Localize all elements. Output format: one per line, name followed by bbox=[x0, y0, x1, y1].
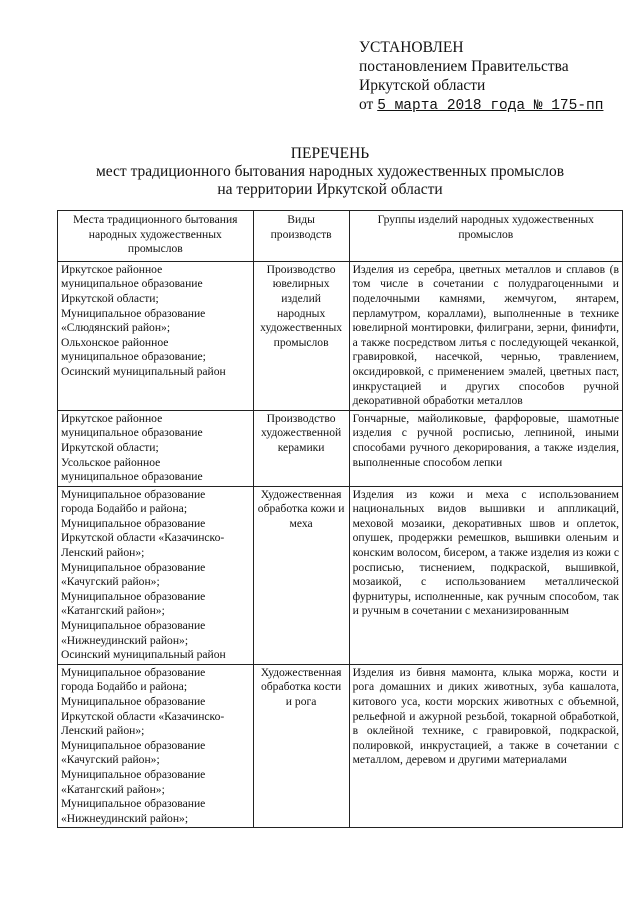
crafts-table bbox=[57, 210, 623, 828]
place-line: Муниципальное образование bbox=[61, 560, 206, 574]
approval-date-prefix: от bbox=[359, 96, 374, 113]
document-subtitle-region: на территории Иркутской области bbox=[217, 181, 443, 198]
approval-date-value: 5 марта 2018 года № 175-пп bbox=[377, 98, 604, 114]
place-line: Иркутское районное bbox=[61, 411, 163, 425]
approval-stamp bbox=[359, 38, 619, 116]
place-line: Осинский муниципальный район bbox=[61, 648, 226, 662]
place-line: Ольхонское районное bbox=[61, 335, 169, 349]
approval-title: УСТАНОВЛЕН bbox=[359, 39, 464, 56]
place-line: Муниципальное образование bbox=[61, 738, 206, 752]
place-line: Ленский район»; bbox=[61, 724, 145, 738]
approval-region: Иркутской области bbox=[359, 77, 486, 94]
place-line: «Нижнеудинский район»; bbox=[61, 811, 189, 825]
place-line: города Бодайбо и района; bbox=[61, 680, 188, 694]
document-subtitle: мест традиционного бытования народных художественных промыслов bbox=[95, 163, 565, 180]
table-header-row bbox=[58, 211, 623, 262]
place-line: муниципальное образование bbox=[61, 277, 203, 291]
places-cell bbox=[58, 261, 254, 410]
place-line: города Бодайбо и района; bbox=[61, 502, 188, 516]
table-row bbox=[58, 664, 623, 828]
place-line: Муниципальное образование bbox=[61, 589, 206, 603]
table-body bbox=[58, 261, 623, 828]
place-line: «Катангский район»; bbox=[61, 782, 165, 796]
document-heading: ПЕРЕЧЕНЬ bbox=[290, 145, 370, 162]
production-kind-cell: Художественная обработка кожи и меха bbox=[253, 486, 349, 664]
place-line: «Слюдянский район»; bbox=[61, 321, 171, 335]
place-line: Иркутское районное bbox=[61, 262, 163, 276]
place-line: Муниципальное образование bbox=[61, 665, 206, 679]
places-cell bbox=[58, 664, 254, 828]
table-row bbox=[58, 261, 623, 410]
place-line: муниципальное образование bbox=[61, 470, 203, 484]
approval-authority: постановлением Правительства bbox=[359, 58, 569, 75]
product-groups-cell: Изделия из кожи и меха с использованием национальных видов вышивки и аппликаций, меховой мозаики, декоративных швов и оплеток, опушек, продержки ремешков, вышивки оленьим и конским волосом, бисером, а также изделия из кожи с росписью, тиснением, подкраской, вышивкой, мозаикой, с использованием металлической фурнитуры, исполненные, как ручным способом, так и ручным в сочетании с механизированным bbox=[349, 486, 622, 664]
table-row bbox=[58, 410, 623, 486]
production-kind-cell: Производство художественной керамики bbox=[253, 410, 349, 486]
place-line: «Качугский район»; bbox=[61, 753, 160, 767]
place-line: «Нижнеудинский район»; bbox=[61, 633, 189, 647]
place-line: муниципальное образование; bbox=[61, 350, 206, 364]
place-line: «Качугский район»; bbox=[61, 575, 160, 589]
place-line: Муниципальное образование bbox=[61, 619, 206, 633]
place-line: Муниципальное образование bbox=[61, 516, 206, 530]
place-line: «Катангский район»; bbox=[61, 604, 165, 618]
header-places: Места традиционного бытования народных художественных промыслов bbox=[58, 211, 254, 262]
header-kinds: Виды производств bbox=[253, 211, 349, 262]
place-line: Ленский район»; bbox=[61, 546, 145, 560]
place-line: Муниципальное образование bbox=[61, 487, 206, 501]
place-line: Иркутской области; bbox=[61, 291, 159, 305]
places-cell bbox=[58, 486, 254, 664]
place-line: Муниципальное образование bbox=[61, 797, 206, 811]
production-kind-cell: Производство ювелирных изделий народных художественных промыслов bbox=[253, 261, 349, 410]
place-line: Осинский муниципальный район bbox=[61, 364, 226, 378]
table-row bbox=[58, 486, 623, 664]
place-line: Муниципальное образование bbox=[61, 767, 206, 781]
place-line: Усольское районное bbox=[61, 455, 161, 469]
product-groups-cell: Изделия из бивня мамонта, клыка моржа, кости и рога домашних и диких животных, зуба кашалота, китового уса, кости морских животных с объемной, рельефной и ажурной резьбой, токарной обработкой, в оклейной технике, с гравировкой, подкраской, полировкой, инкрустацией, а также в сочетании с металлом, деревом и другими материалами bbox=[349, 664, 622, 828]
place-line: Иркутской области «Казачинско- bbox=[61, 709, 225, 723]
product-groups-cell: Гончарные, майоликовые, фарфоровые, шамотные изделия с ручной росписью, лепниной, иными способами ручного декорирования, а также изделия, выполненные способом лепки bbox=[349, 410, 622, 486]
places-cell bbox=[58, 410, 254, 486]
place-line: Иркутской области «Казачинско- bbox=[61, 531, 225, 545]
place-line: Иркутской области; bbox=[61, 440, 159, 454]
production-kind-cell: Художественная обработка кости и рога bbox=[253, 664, 349, 828]
header-groups: Группы изделий народных художественных промыслов bbox=[349, 211, 622, 262]
product-groups-cell: Изделия из серебра, цветных металлов и сплавов (в том числе в сочетании с полудрагоценными и поделочными камнями, жемчугом, янтарем, перламутром, кораллами), выполненные в технике ювелирной монтировки, филиграни, зерни, финифти, а также посредством литья с последующей чеканкой, гравировкой, насечкой, чернью, травлением, оксидировкой, с применением эмалей, цветных паст, инкрустацией и других способов ручной декоративной обработки металлов bbox=[349, 261, 622, 410]
place-line: Муниципальное образование bbox=[61, 695, 206, 708]
place-line: Муниципальное образование bbox=[61, 306, 206, 320]
place-line: муниципальное образование bbox=[61, 426, 203, 440]
approval-date bbox=[359, 95, 619, 116]
